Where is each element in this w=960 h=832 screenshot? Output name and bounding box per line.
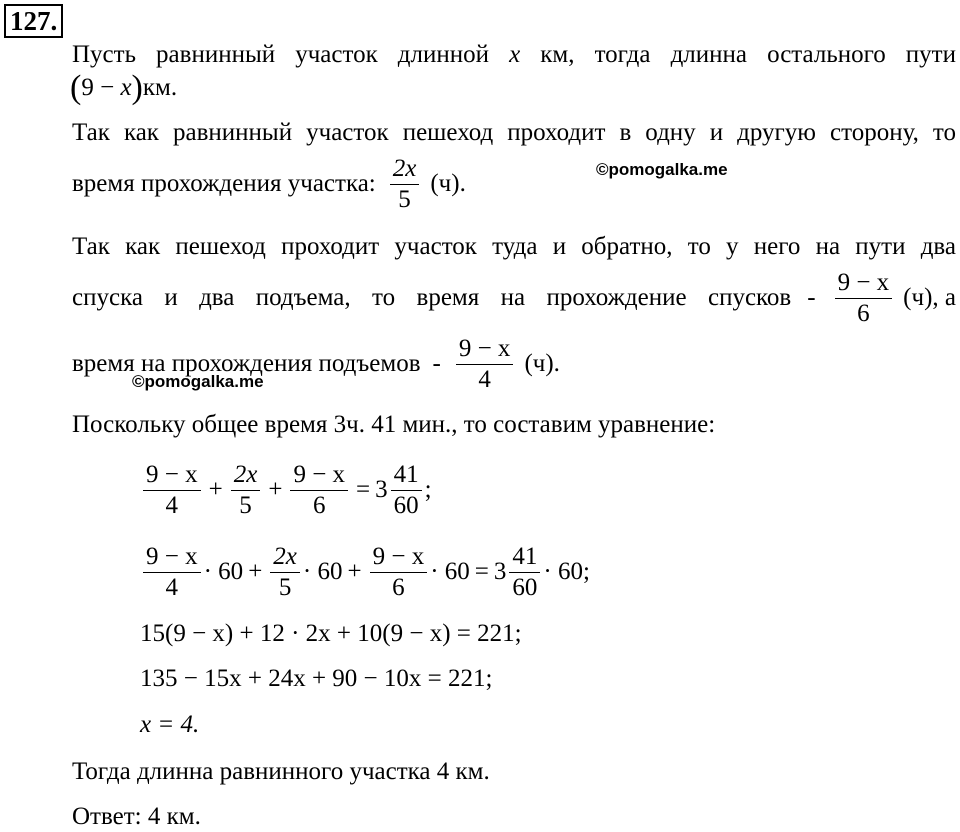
p1-line2 — [70, 69, 178, 106]
p1-expr: 9 − — [81, 74, 121, 101]
p4-line: Поскольку общее время 3ч. 41 мин., то составим уравнение: — [72, 411, 716, 438]
dash: - — [432, 350, 441, 377]
problem-number: 127. — [4, 4, 63, 38]
p3-text-a: спуска и два подъема, то время на прохождение спусков — [72, 284, 792, 311]
answer: Ответ: 4 км. — [72, 803, 201, 830]
unit-hours-b: (ч). — [524, 350, 560, 377]
p3-line1: Так как пешеход проходит участок туда и обратно, то у него на пути два — [72, 233, 956, 260]
conclusion: Тогда длинна равнинного участка 4 км. — [72, 758, 490, 785]
unit-hours: (ч). — [430, 170, 466, 197]
p1-text-b: км, тогда длинна остального пути — [520, 41, 956, 68]
var-x: x — [120, 74, 132, 101]
equation-3: 15(9 − x) + 12 · 2x + 10(9 − x) = 221; — [140, 620, 522, 647]
p1-line1 — [72, 40, 956, 70]
p1-text-a: Пусть равнинный участок длинной — [72, 41, 510, 68]
p2-line2 — [72, 152, 466, 216]
unit-hours-a: (ч), а — [903, 284, 956, 311]
watermark: ©pomogalka.me — [132, 372, 264, 391]
equation-2: $\frac{9 - x}{4}$ · 60 + $\frac{2x}{5}$ · 60 + $\frac{9 - x}{6}$ · 60 = 3 $\frac{41}{60}$ · 60; — [140, 540, 590, 604]
p3-line2 — [72, 266, 956, 330]
var-x: x — [509, 41, 521, 68]
fraction-2x-5: $\frac{2x}{5}$ — [390, 154, 420, 215]
paren-open: ( — [70, 69, 82, 106]
watermark: ©pomogalka.me — [596, 160, 728, 179]
p3-text-b: время на прохождения подъемов — [72, 350, 421, 377]
fraction-9-x-6: $\frac{9 - x}{6}$ — [835, 268, 893, 329]
p2-text: время прохождения участка: — [72, 170, 376, 197]
equation-1: $\frac{9 - x}{4}$ + $\frac{2x}{5}$ + $\frac{9 - x}{6}$ = 3 $\frac{41}{60}$ ; — [140, 458, 432, 522]
paren-close: ) — [131, 69, 143, 106]
fraction-9-x-4: $\frac{9 - x}{4}$ — [456, 334, 514, 395]
equation-4: 135 − 15x + 24x + 90 − 10x = 221; — [140, 665, 493, 692]
p1-unit: км. — [142, 74, 178, 101]
dash: - — [807, 284, 816, 311]
mixed-number: 3 $\frac{41}{60}$ — [375, 460, 425, 521]
p2-line1: Так как равнинный участок пешеход проходит в одну и другую сторону, то — [72, 119, 956, 146]
equation-5: x = 4. — [140, 711, 200, 738]
